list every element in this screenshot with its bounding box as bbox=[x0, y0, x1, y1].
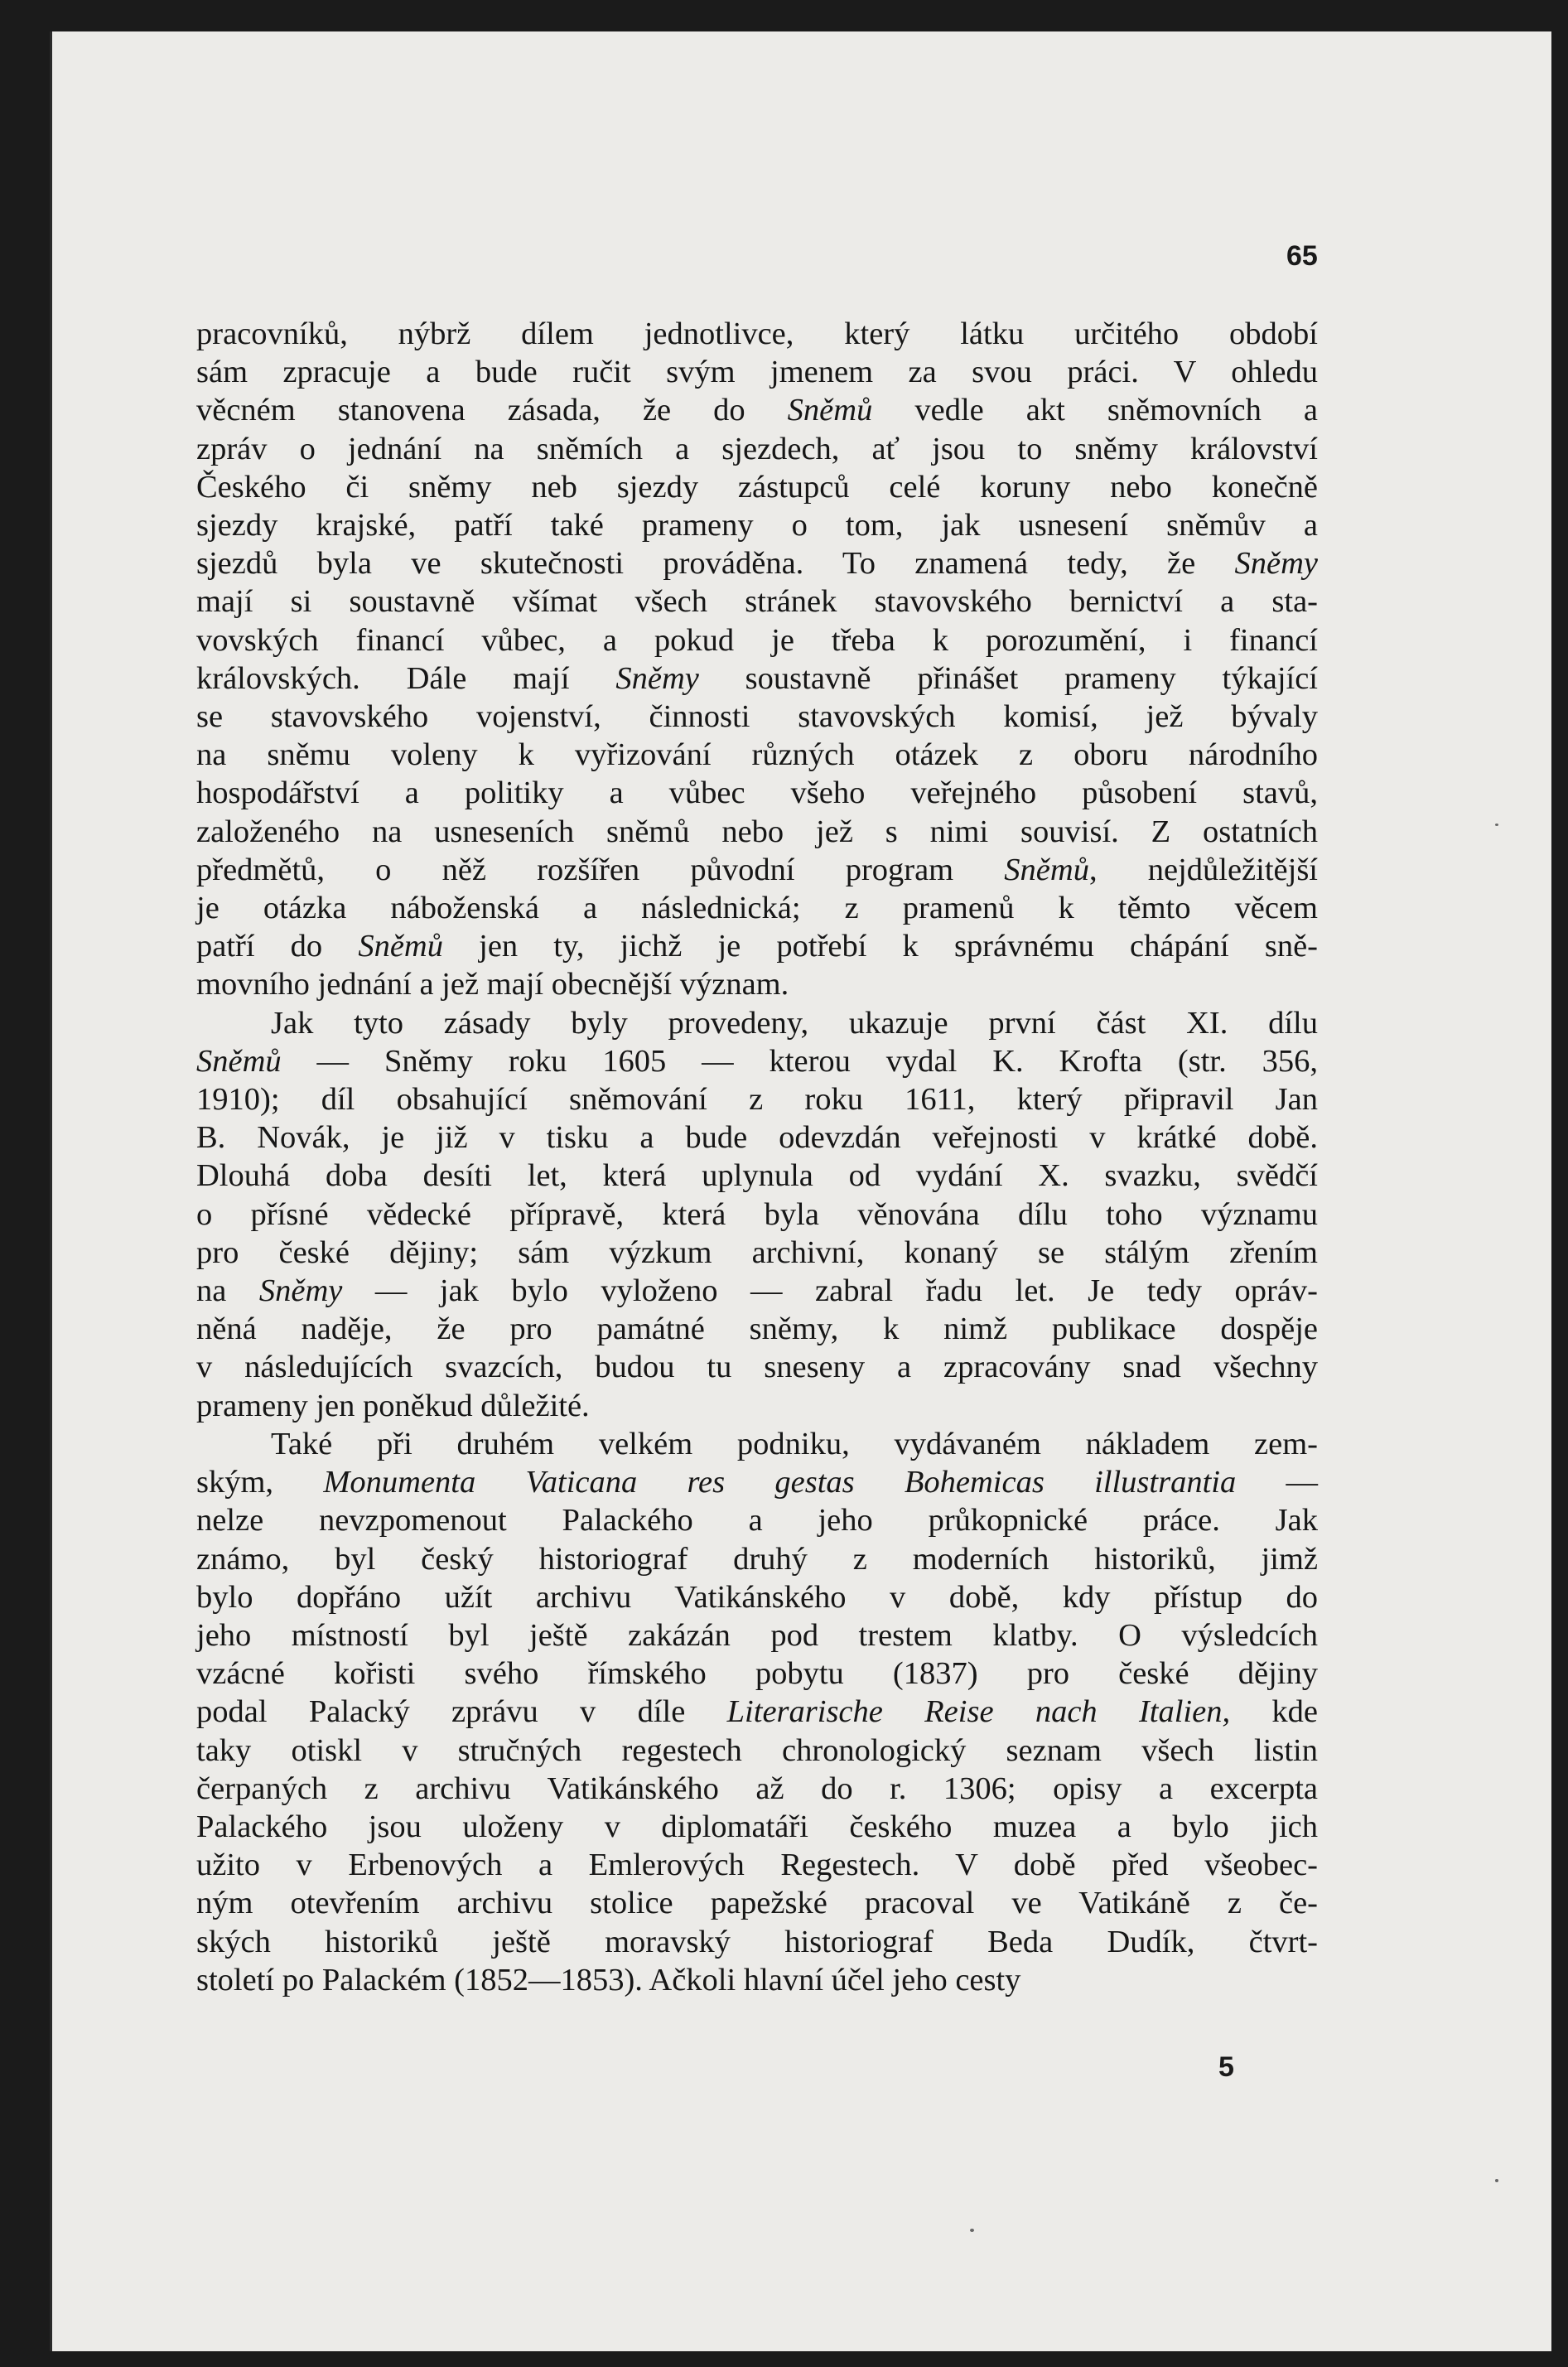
text-line: v následujících svazcích, budou tu sneseny a zpracovány snad všechny bbox=[196, 1350, 1318, 1385]
text-line: je otázka náboženská a následnická; z pramenů k těmto věcem bbox=[196, 891, 1318, 926]
text-line: Sněmů — Sněmy roku 1605 — kterou vydal K. Krofta (str. 356, bbox=[196, 1043, 1318, 1079]
text-line: patří do Sněmů jen ty, jichž je potřebí k správnému chápání sně- bbox=[196, 929, 1318, 964]
text-line: ským, Monumenta Vaticana res gestas Bohemicas illustrantia — bbox=[196, 1465, 1318, 1500]
text-line: movního jednání a jež mají obecnější význam. bbox=[196, 967, 789, 1002]
text-line: na Sněmy — jak bylo vyloženo — zabral řadu let. Je tedy opráv- bbox=[196, 1273, 1318, 1309]
text-line: Dlouhá doba desíti let, která uplynula od vydání X. svazku, svědčí bbox=[196, 1158, 1318, 1194]
text-line: ských historiků ještě moravský historiograf Beda Dudík, čtvrt- bbox=[196, 1924, 1318, 1959]
text-line: sjezdy krajské, patří také prameny o tom, jak usnesení sněmův a bbox=[196, 508, 1318, 543]
text-line: věcném stanovena zásada, že do Sněmů vedle akt sněmovních a bbox=[196, 393, 1318, 428]
dust-speck bbox=[1495, 2179, 1498, 2182]
text-line: mají si soustavně všímat všech stránek stavovského bernictví a sta- bbox=[196, 584, 1318, 620]
italic-title: Monumenta Vaticana res gestas Bohemicas illustrantia bbox=[323, 1465, 1237, 1500]
text-line: zpráv o jednání na sněmích a sjezdech, ať jsou to sněmy království bbox=[196, 431, 1318, 466]
text-line: prameny jen poněkud důležité. bbox=[196, 1388, 590, 1423]
text-line: se stavovského vojenství, činnosti stavovských komisí, jež bývaly bbox=[196, 699, 1318, 735]
text-line: Také při druhém velkém podniku, vydávaném nákladem zem- bbox=[271, 1426, 1318, 1461]
italic-title: Sněmy bbox=[1234, 546, 1318, 582]
signature-mark: 5 bbox=[1218, 2051, 1234, 2083]
text-line: ným otevřením archivu stolice papežské pracoval ve Vatikáně z če- bbox=[196, 1886, 1318, 1921]
text-line: jeho místností byl ještě zakázán pod trestem klatby. O výsledcích bbox=[196, 1617, 1318, 1653]
italic-title: Literarische Reise nach Italien, bbox=[726, 1694, 1231, 1730]
text-line: čerpaných z archivu Vatikánského až do r. 1306; opisy a excerpta bbox=[196, 1770, 1318, 1806]
text-line: Jak tyto zásady byly provedeny, ukazuje první část XI. dílu bbox=[271, 1005, 1318, 1041]
text-line: hospodářství a politiky a vůbec všeho veřejného působení stavů, bbox=[196, 775, 1318, 811]
book-page bbox=[50, 31, 1551, 2351]
text-line: vzácné kořisti svého římského pobytu (1837) pro české dějiny bbox=[196, 1656, 1318, 1692]
text-line: století po Palackém (1852—1853). Ačkoli hlavní účel jeho cesty bbox=[196, 1962, 1021, 1997]
text-line: královských. Dále mají Sněmy soustavně přinášet prameny týkající bbox=[196, 660, 1319, 696]
italic-title: Sněmů bbox=[196, 1043, 282, 1079]
text-line: založeného na usneseních sněmů nebo jež s nimi souvisí. Z ostatních bbox=[196, 814, 1318, 849]
text-line: sám zpracuje a bude ručit svým jmenem za svou práci. V ohledu bbox=[196, 355, 1318, 390]
italic-title: Sněmů bbox=[358, 929, 443, 964]
text-line: bylo dopřáno užít archivu Vatikánského v době, kdy přístup do bbox=[196, 1579, 1318, 1615]
italic-title: Sněmů bbox=[787, 393, 873, 428]
text-line: vovských financí vůbec, a pokud je třeba k porozumění, i financí bbox=[196, 622, 1318, 658]
text-line: Palackého jsou uloženy v diplomatáři českého muzea a bylo jich bbox=[196, 1809, 1318, 1844]
italic-title: Sněmy bbox=[615, 660, 699, 696]
text-line: předmětů, o něž rozšířen původní program Sněmů, nejdůležitější bbox=[196, 852, 1319, 887]
text-line: taky otiskl v stručných regestech chronologický seznam všech listin bbox=[196, 1732, 1318, 1768]
text-line: B. Novák, je již v tisku a bude odevzdán veřejnosti v krátké době. bbox=[196, 1120, 1318, 1156]
text-line: o přísné vědecké přípravě, která byla věnována dílu toho významu bbox=[196, 1196, 1318, 1232]
text-line: nelze nevzpomenout Palackého a jeho průkopnické práce. Jak bbox=[196, 1503, 1318, 1539]
text-line: sjezdů byla ve skutečnosti prováděna. To znamená tedy, že Sněmy bbox=[196, 546, 1318, 582]
page-number: 65 bbox=[1286, 240, 1318, 272]
italic-title: Sněmy bbox=[258, 1273, 343, 1309]
text-line: na sněmu voleny k vyřizování různých otázek z oboru národního bbox=[196, 737, 1318, 773]
text-line: podal Palacký zprávu v díle Literarische Reise nach Italien, kde bbox=[196, 1694, 1318, 1730]
text-line: pro české dějiny; sám výzkum archivní, konaný se stálým zřením bbox=[196, 1234, 1318, 1270]
text-line: pracovníků, nýbrž dílem jednotlivce, který látku určitého období bbox=[196, 316, 1318, 351]
text-line: užito v Erbenových a Emlerových Regestech. V době před všeobec- bbox=[196, 1848, 1318, 1883]
text-line: něná naděje, že pro památné sněmy, k nimž publikace dospěje bbox=[196, 1312, 1318, 1347]
text-line: 1910); díl obsahující sněmování z roku 1611, který připravil Jan bbox=[196, 1082, 1318, 1118]
text-line: Českého či sněmy neb sjezdy zástupců celé koruny nebo konečně bbox=[196, 469, 1318, 505]
dust-speck bbox=[1495, 824, 1498, 826]
dust-speck bbox=[970, 2229, 974, 2232]
italic-title: Sněmů bbox=[1004, 852, 1089, 887]
text-line: známo, byl český historiograf druhý z moderních historiků, jimž bbox=[196, 1541, 1318, 1577]
body-text bbox=[196, 315, 1318, 1999]
